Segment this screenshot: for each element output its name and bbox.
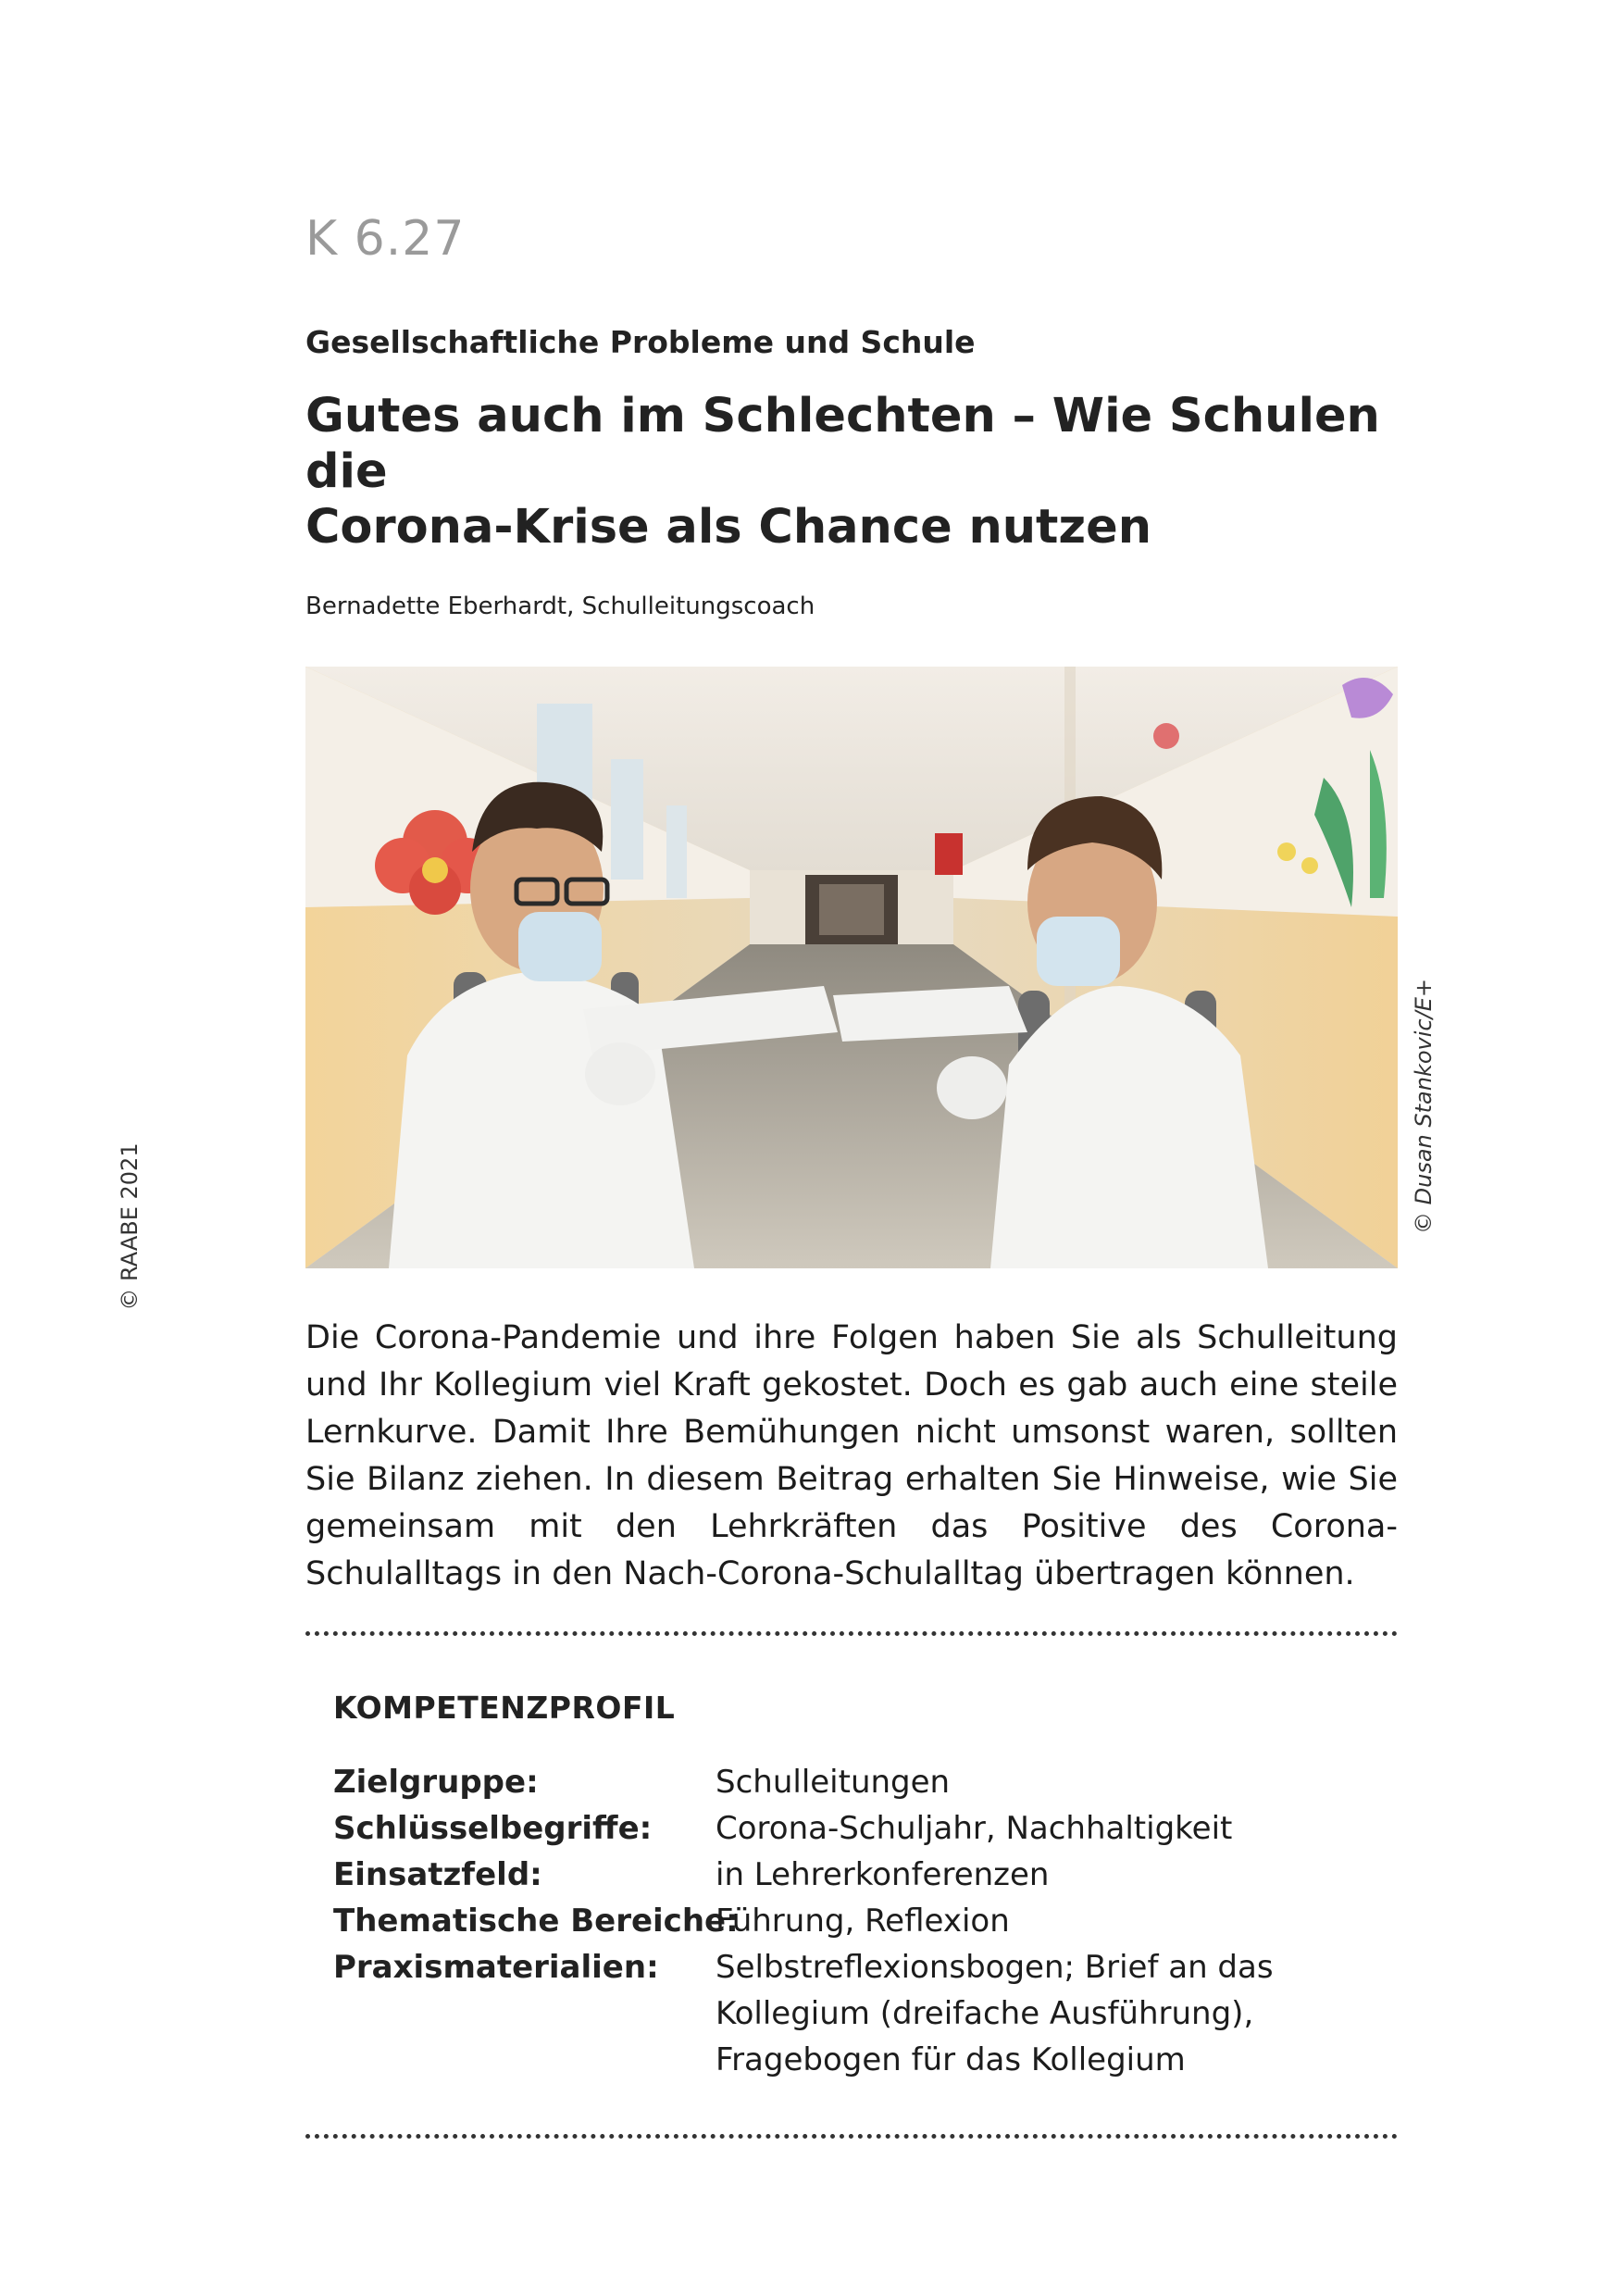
document-code: K 6.27	[305, 211, 466, 267]
hero-photo	[305, 667, 1398, 1268]
profile-label: Praxismaterialien:	[333, 1949, 659, 1986]
school-corridor-illustration	[305, 667, 1398, 1268]
author-line: Bernadette Eberhardt, Schulleitungscoach	[305, 593, 815, 620]
side-copyright: © RAABE 2021	[117, 1142, 143, 1311]
profile-value: Corona-Schuljahr, Nachhaltigkeit	[716, 1810, 1233, 1847]
photo-credit: © Dusan Stankovic/E+	[1411, 979, 1437, 1234]
profile-value: in Lehrerkonferenzen	[716, 1856, 1050, 1893]
section-title: Gesellschaftliche Probleme und Schule	[305, 324, 976, 360]
title-line-2: Corona-Krise als Chance nutzen	[305, 500, 1152, 555]
profile-label: Thematische Bereiche:	[333, 1903, 739, 1940]
profile-label: Schlüsselbegriffe:	[333, 1810, 653, 1847]
title-line-1: Gutes auch im Schlechten – Wie Schulen die	[305, 389, 1380, 499]
profile-value: Führung, Reflexion	[716, 1903, 1010, 1940]
profile-label: Einsatzfeld:	[333, 1856, 542, 1893]
page-title	[305, 389, 1416, 555]
profile-value: Schulleitungen	[716, 1764, 951, 1801]
profile-value: Selbstreflexionsbogen; Brief an das Kollegium (dreifache Ausführung), Fragebogen für das Kollegium	[716, 1949, 1274, 2078]
intro-paragraph: Die Corona-Pandemie und ihre Folgen haben Sie als Schulleitung und Ihr Kollegium viel Kraft gekostet. Doch es gab auch eine steile Lernkurve. Damit Ihre Bemühungen nicht umsonst waren, sollten Sie Bilanz ziehen. In diesem Beitrag erhalten Sie Hinweise, wie Sie gemeinsam mit den Lehrkräften das Positive des Corona-Schulalltags in den Nach-Corona-Schulalltag übertragen können.	[305, 1319, 1398, 1592]
competence-profile-heading: KOMPETENZPROFIL	[333, 1690, 676, 1726]
profile-label: Zielgruppe:	[333, 1764, 539, 1801]
dotted-divider	[305, 2134, 1398, 2139]
dotted-divider	[305, 1631, 1398, 1636]
